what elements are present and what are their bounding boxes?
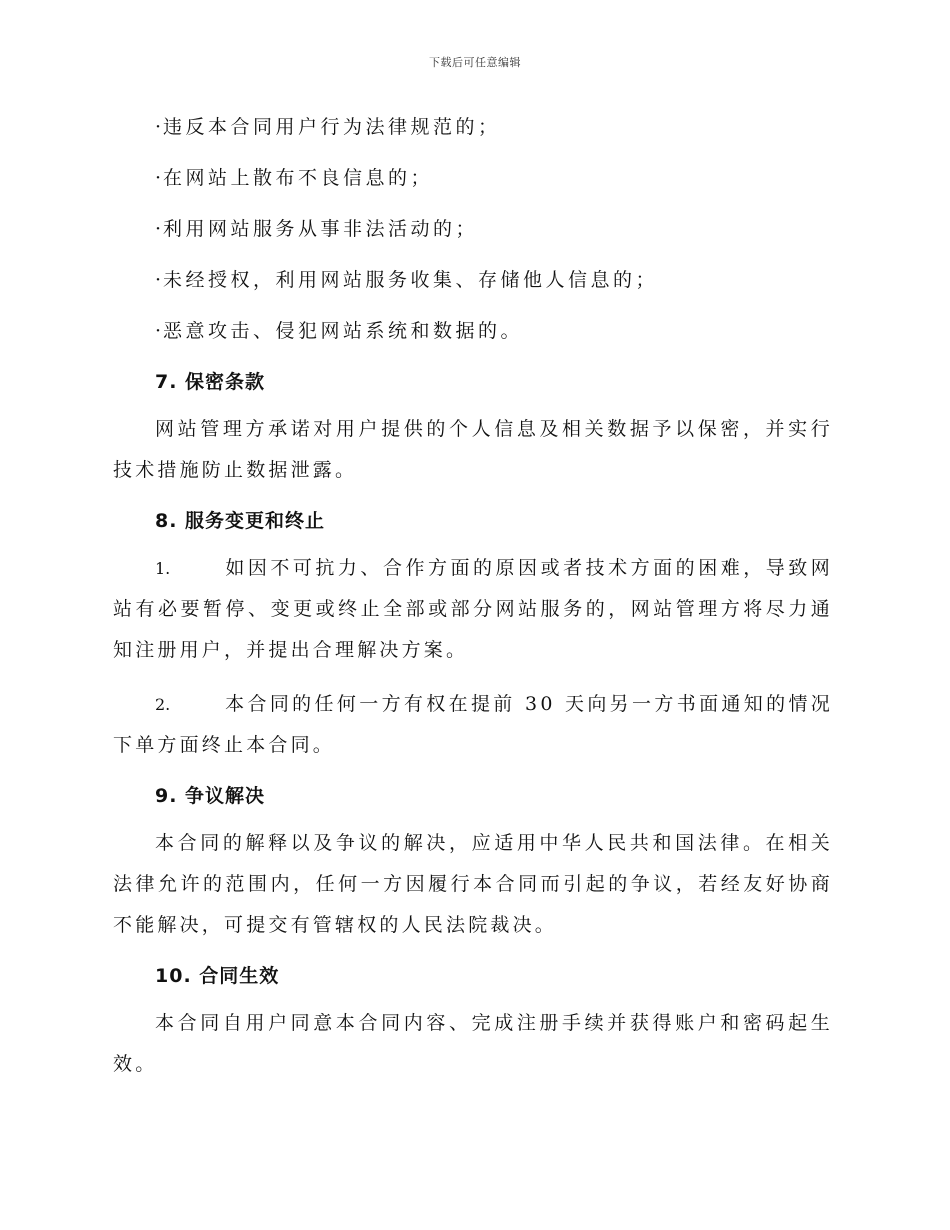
item-text: 如因不可抗力、合作方面的原因或者技术方面的困难，导致网站有必要暂停、变更或终止全部或部分网站服务的，网站管理方将尽力通知注册用户，并提出合理解决方案。 xyxy=(113,557,833,661)
list-item xyxy=(113,314,833,348)
section-8-item-1 xyxy=(113,548,833,671)
list-item-text: 利用网站服务从事非法活动的； xyxy=(163,218,479,240)
violation-list xyxy=(113,110,833,348)
section-7-heading: 7. 保密条款 xyxy=(155,371,266,393)
bullet-marker: · xyxy=(155,116,162,138)
list-item-text: 在网站上散布不良信息的； xyxy=(163,167,434,189)
section-9-body: 本合同的解释以及争议的解决，应适用中华人民共和国法律。在相关法律允许的范围内，任何一方因履行本合同而引起的争议，若经友好协商不能解决，可提交有管辖权的人民法院裁决。 xyxy=(113,832,833,936)
item-number: 1. xyxy=(155,559,171,578)
section-7-body: 网站管理方承诺对用户提供的个人信息及相关数据予以保密，并实行技术措施防止数据泄露。 xyxy=(113,418,833,481)
document-content xyxy=(113,110,833,1098)
item-number: 2. xyxy=(155,695,171,714)
bullet-marker: · xyxy=(155,269,162,291)
list-item-text: 未经授权，利用网站服务收集、存储他人信息的； xyxy=(163,269,659,291)
list-item xyxy=(113,212,833,246)
bullet-marker: · xyxy=(155,167,162,189)
section-8-heading: 8. 服务变更和终止 xyxy=(155,510,326,532)
section-9-heading: 9. 争议解决 xyxy=(155,785,266,807)
bullet-marker: · xyxy=(155,320,162,342)
section-10-body: 本合同自用户同意本合同内容、完成注册手续并获得账户和密码起生效。 xyxy=(113,1012,833,1075)
list-item-text: 恶意攻击、侵犯网站系统和数据的。 xyxy=(163,320,524,342)
section-8-item-2 xyxy=(113,684,833,766)
section-10-heading: 10. 合同生效 xyxy=(155,965,280,987)
list-item-text: 违反本合同用户行为法律规范的； xyxy=(163,116,501,138)
list-item xyxy=(113,110,833,144)
list-item xyxy=(113,161,833,195)
page-header: 下载后可任意编辑 xyxy=(429,56,521,69)
item-text: 本合同的任何一方有权在提前 30 天向另一方书面通知的情况下单方面终止本合同。 xyxy=(113,693,833,756)
bullet-marker: · xyxy=(155,218,162,240)
list-item xyxy=(113,263,833,297)
